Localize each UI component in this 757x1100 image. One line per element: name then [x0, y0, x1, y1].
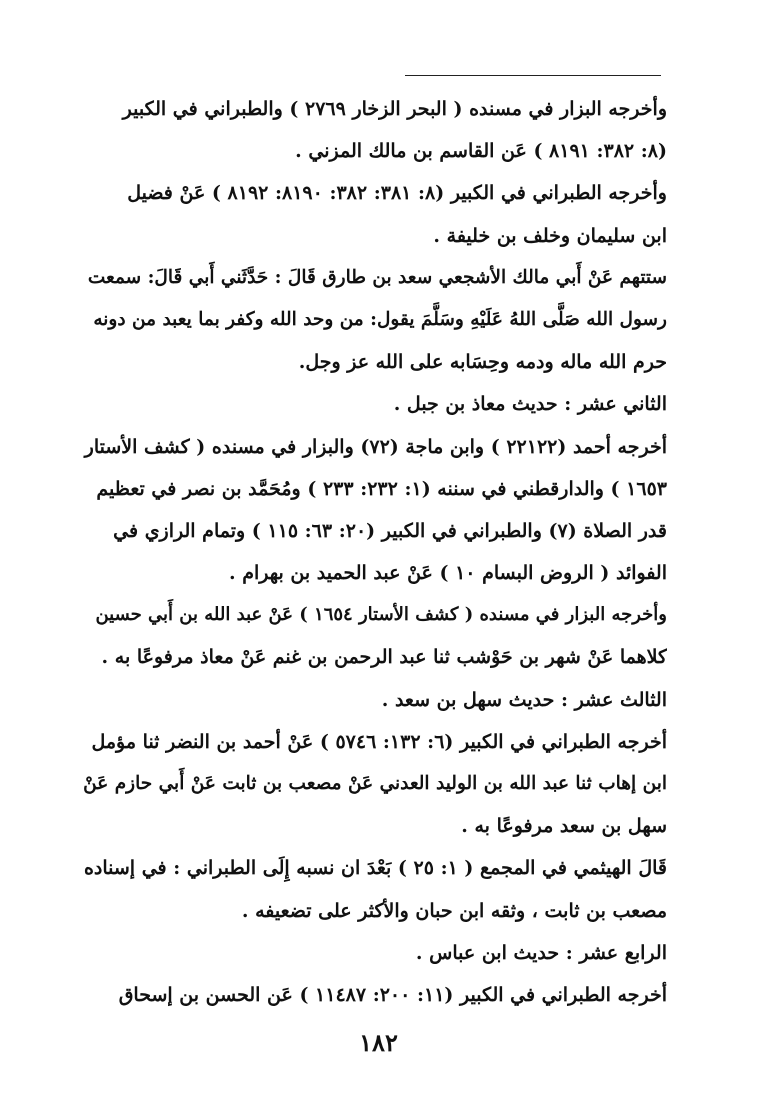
footnote-separator	[405, 75, 661, 76]
section-heading: الثاني عشر : حديث معاذ بن جبل .	[393, 393, 667, 416]
section-heading: الثالث عشر : حديث سهل بن سعد .	[381, 688, 667, 711]
text-line: ابن سليمان وخلف بن خليفة .	[433, 224, 667, 247]
text-line: ١٦٥٣ ) والدارقطني في سننه (١: ٢٣٢: ٢٣٣ ) ومُحَمَّد بن نصر في تعظيم	[96, 477, 667, 500]
text-line: قدر الصلاة (٧) والطبراني في الكبير (٢٠: ٦٣: ١١٥ ) وتمام الرازي في	[113, 519, 667, 542]
text-line: أخرجه الطبراني في الكبير (١١: ٢٠٠: ١١٤٨٧ ) عَن الحسن بن إسحاق	[118, 983, 667, 1006]
text-line: ستتهم عَنْ أَبي مالك الأشجعي سعد بن طارق قَالَ : حَدَّثَني أَبي قَالَ: سمعت	[87, 266, 667, 288]
page-number: ١٨٢	[359, 1028, 398, 1057]
text-line: قَالَ الهيثمي في المجمع ( ١: ٢٥ ) بَعْدَ ان نسبه إِلَى الطبراني : في إسناده	[83, 857, 667, 880]
body-text	[83, 88, 667, 1016]
text-line: أخرجه الطبراني في الكبير (٦: ١٣٢: ٥٧٤٦ ) عَنْ أحمد بن النضر ثنا مؤمل	[91, 730, 667, 753]
text-line: وأخرجه البزار في مسنده ( كشف الأستار ١٦٥٤ ) عَنْ عبد الله بن أَبي حسين	[95, 604, 667, 626]
text-line: الفوائد ( الروض البسام ١٠ ) عَنْ عبد الحميد بن بهرام .	[228, 562, 667, 585]
text-line: سهل بن سعد مرفوعًا به .	[461, 815, 667, 838]
text-line: مصعب بن ثابت ، وثقه ابن حبان والأكثر على تضعيفه .	[241, 899, 667, 922]
text-line: رسول الله صَلَّى اللهُ عَلَيْهِ وسَلَّمَ يقول: من وحد الله وكفر بما يعبد من دونه	[93, 308, 667, 330]
text-line: ابن إهاب ثنا عبد الله بن الوليد العدني عَنْ مصعب بن ثابت عَنْ أَبي حازم عَنْ	[83, 773, 667, 794]
text-line: (٨: ٣٨٢: ٨١٩١ ) عَن القاسم بن مالك المزني .	[295, 140, 667, 163]
text-line: كلاهما عَنْ شهر بن حَوْشب ثنا عبد الرحمن بن غنم عَنْ معاذ مرفوعًا به .	[101, 646, 667, 669]
text-line: وأخرجه الطبراني في الكبير (٨: ٣٨١: ٣٨٢: ٨١٩٠: ٨١٩٢ ) عَنْ فضيل	[127, 182, 667, 205]
section-heading: الرابع عشر : حديث ابن عباس .	[415, 941, 667, 964]
text-line: وأخرجه البزار في مسنده ( البحر الزخار ٢٧٦٩ ) والطبراني في الكبير	[122, 98, 667, 120]
text-line: حرم الله ماله ودمه وحِسَابه على الله عز وجل.	[298, 351, 667, 374]
text-line: أخرجه أحمد (٢٢١٢٢ ) وابن ماجة (٧٢) والبزار في مسنده ( كشف الأستار	[84, 435, 667, 458]
